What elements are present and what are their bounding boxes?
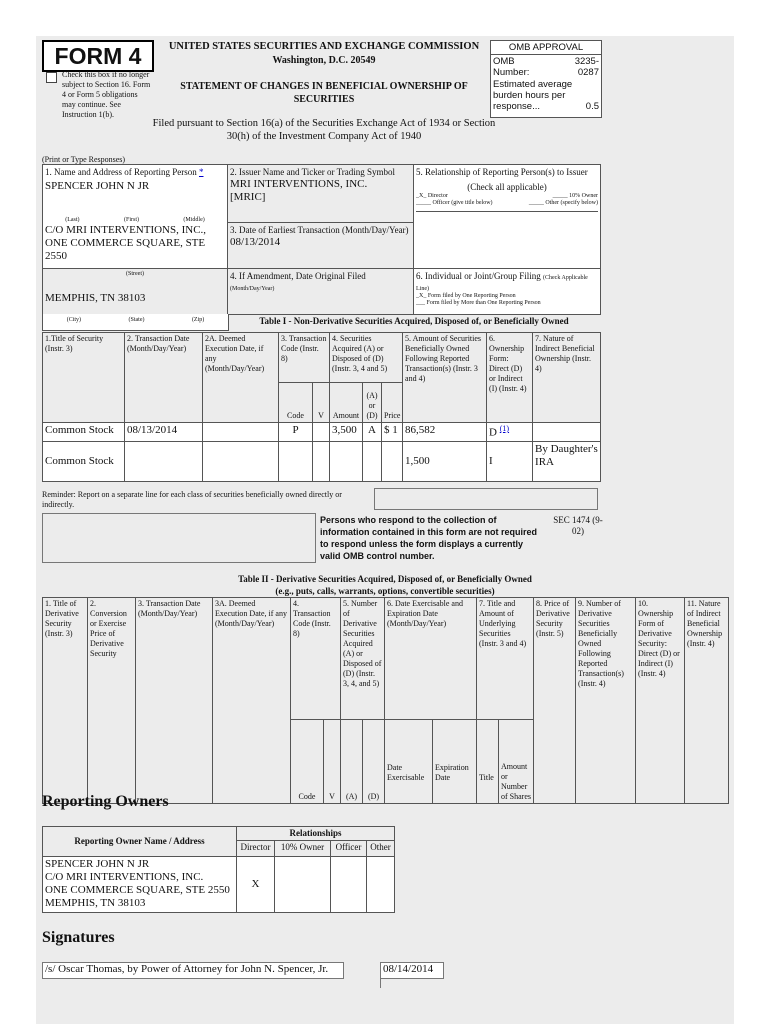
owner-name-address: SPENCER JOHN N JR C/O MRI INTERVENTIONS, INC. ONE COMMERCE SQUARE, STE 2550 MEMPHIS, TN 38103 — [43, 857, 237, 913]
signature-divider — [380, 978, 381, 988]
reminder-text: Reminder: Report on a separate line for each class of securities beneficially owned directly or indirectly. — [42, 490, 342, 509]
t2-col-owned: 9. Number of Derivative Securities Beneficially Owned Following Reported Transaction(s) (Instr. 4) — [576, 598, 636, 804]
officer-mark — [331, 857, 367, 913]
t1-col-code: 3. Transaction Code (Instr. 8) — [279, 333, 330, 383]
city-label: (City) — [66, 317, 82, 323]
t2-col-number: 5. Number of Derivative Securities Acquired (A) or Disposed of (D) (Instr. 3, 4, and 5) — [341, 598, 385, 720]
t1-col-date: 2. Transaction Date (Month/Day/Year) — [125, 333, 203, 423]
t2-sub-date-exercisable: Date Exercisable — [385, 720, 433, 804]
ten-pct-header: 10% Owner — [275, 841, 331, 857]
statement-title: STATEMENT OF CHANGES IN BENEFICIAL OWNERSHIP OF SECURITIES — [180, 81, 468, 105]
state-label: (State) — [128, 317, 145, 323]
one-person-option: _X_ Form filed by One Reporting Person — [416, 293, 516, 299]
street-label: (Street) — [126, 271, 144, 277]
footnote-link[interactable]: * — [198, 167, 204, 177]
commission-name: UNITED STATES SECURITIES AND EXCHANGE COMMISSION — [168, 41, 480, 52]
ten-pct-option: _____ 10% Owner — [552, 193, 598, 199]
omb-burden-label: Estimated average burden hours per response... — [493, 79, 573, 112]
reporting-person-address: C/O MRI INTERVENTIONS, INC., ONE COMMERCE SQUARE, STE 2550 — [45, 224, 207, 262]
row1-amount: 3,500 — [330, 423, 363, 442]
row1-aord: A — [363, 423, 382, 442]
reporting-info-grid — [42, 164, 601, 315]
box1-reporting-person: 1. Name and Address of Reporting Person * SPENCER JOHN N JR (Last) (First) (Middle) C/O MRI INTERVENTIONS, INC., ONE COMMERCE SQUARE, STE 2550 — [43, 165, 228, 269]
persons-notice: Persons who respond to the collection of information contained in this form are not required to respond unless the form displays a currently valid OMB control number. — [320, 515, 538, 561]
box2-issuer: 2. Issuer Name and Ticker or Trading Symbol MRI INTERVENTIONS, INC. [MRIC] — [228, 165, 414, 223]
t1-sub-code: Code — [279, 383, 313, 423]
t2-col-exercisable: 6. Date Exercisable and Expiration Date (Month/Day/Year) — [385, 598, 477, 720]
row1-form: D $^{(1)}$ — [487, 423, 533, 442]
officer-option: _____ Officer (give title below) — [416, 200, 493, 206]
more-persons-option: ___ Form filed by More than One Reporting Person — [416, 300, 541, 306]
director-mark: X — [237, 857, 275, 913]
table2-title: Table II - Derivative Securities Acquired, Disposed of, or Beneficially Owned — [238, 574, 532, 584]
row1-owned: 86,582 — [403, 423, 487, 442]
omb-number-label: OMB Number: — [493, 56, 530, 78]
t2-sub-a: (A) — [341, 720, 363, 804]
reporting-owners-table — [42, 826, 395, 913]
row2-owned: 1,500 — [403, 441, 487, 481]
row2-aord — [363, 441, 382, 481]
ten-pct-mark — [275, 857, 331, 913]
row1-deemed — [203, 423, 279, 442]
row2-deemed — [203, 441, 279, 481]
row1-v — [313, 423, 330, 442]
box1-city — [43, 269, 228, 315]
table2-subtitle: (e.g., puts, calls, warrants, options, convertible securities) — [275, 586, 495, 596]
box5-relationship: 5. Relationship of Reporting Person(s) to Issuer (Check all applicable) _X_ Director _____ 10% Owner _____ Officer (give title below) _____ Other (specify below) — [414, 165, 601, 269]
table-row — [43, 441, 601, 481]
t2-col-price: 8. Price of Derivative Security (Instr. 5) — [534, 598, 576, 804]
reminder-box — [374, 488, 598, 510]
footnote-1-link[interactable]: (1) — [499, 424, 510, 433]
omb-title: OMB APPROVAL — [491, 41, 601, 55]
other-header: Other — [367, 841, 395, 857]
row2-form: I — [487, 441, 533, 481]
row2-v — [313, 441, 330, 481]
t2-col-form: 10. Ownership Form of Derivative Security: Direct (D) or Indirect (I) (Instr. 4) — [636, 598, 685, 804]
other-option: _____ Other (specify below) — [528, 200, 598, 206]
t1-col-title: 1.Title of Security (Instr. 3) — [43, 333, 125, 423]
t1-sub-price: Price — [382, 383, 403, 423]
t2-col-nature: 11. Nature of Indirect Beneficial Ownership (Instr. 4) — [685, 598, 729, 804]
row2-title: Common Stock — [43, 441, 125, 481]
omb-approval-box — [490, 40, 602, 118]
t2-sub-code: Code — [291, 720, 324, 804]
blank-notice-box — [42, 513, 316, 563]
earliest-transaction-date: 08/13/2014 — [230, 236, 281, 248]
issuer-ticker: [MRIC] — [230, 191, 266, 203]
row1-nature — [533, 423, 601, 442]
t2-col-conversion: 2. Conversion or Exercise Price of Derivative Security — [88, 598, 136, 804]
relationships-header: Relationships — [237, 827, 395, 841]
form-title: FORM 4 — [42, 40, 154, 72]
t2-col-deemed: 3A. Deemed Execution Date, if any (Month/Day/Year) — [213, 598, 291, 804]
omb-burden-value: 0.5 — [585, 101, 599, 112]
last-label: (Last) — [65, 217, 80, 223]
row1-price: $ 1 — [382, 423, 403, 442]
signature-name: /s/ Oscar Thomas, by Power of Attorney for John N. Spencer, Jr. — [42, 962, 344, 979]
t1-col-ownership-form: 6. Ownership Form: Direct (D) or Indirect (I) (Instr. 4) — [487, 333, 533, 423]
print-type-note: (Print or Type Responses) — [42, 155, 126, 164]
director-option: _X_ Director — [416, 193, 448, 199]
t2-col-code: 4. Transaction Code (Instr. 8) — [291, 598, 341, 720]
box6-filing: 6. Individual or Joint/Group Filing (Check Applicable Line) _X_ Form filed by One Reporting Person ___ Form filed by More than One Reporting Person — [414, 269, 601, 315]
filed-pursuant: Filed pursuant to Section 16(a) of the Securities Exchange Act of 1934 or Section 30(h) of the Investment Company Act of 1940 — [152, 118, 496, 142]
t1-sub-aord: (A) or (D) — [363, 383, 382, 423]
reporting-person-name: SPENCER JOHN N JR — [45, 180, 150, 192]
issuer-name: MRI INTERVENTIONS, INC. — [230, 178, 368, 190]
no-longer-subject-checkbox[interactable] — [46, 72, 57, 83]
omb-number-value: 3235-0287 — [574, 56, 599, 78]
table1-title: Table I - Non-Derivative Securities Acquired, Disposed of, or Beneficially Owned — [259, 316, 569, 326]
signature-date: 08/14/2014 — [380, 962, 444, 979]
form-page — [36, 36, 734, 1024]
box4-amendment: 4. If Amendment, Date Original Filed (Month/Day/Year) — [228, 269, 414, 315]
middle-label: (Middle) — [183, 217, 205, 223]
row2-amount — [330, 441, 363, 481]
row1-title: Common Stock — [43, 423, 125, 442]
table-row — [43, 423, 601, 442]
t2-col-underlying: 7. Title and Amount of Underlying Securities (Instr. 3 and 4) — [477, 598, 534, 720]
row2-date — [125, 441, 203, 481]
t1-col-nature: 7. Nature of Indirect Beneficial Ownership (Instr. 4) — [533, 333, 601, 423]
other-mark — [367, 857, 395, 913]
box3-earliest-date: 3. Date of Earliest Transaction (Month/Day/Year) 08/13/2014 — [228, 223, 414, 269]
table1-non-derivative — [42, 332, 601, 482]
row2-price — [382, 441, 403, 481]
t1-sub-amount: Amount — [330, 383, 363, 423]
sec-form-number: SEC 1474 (9-02) — [553, 515, 603, 536]
owner-name-header: Reporting Owner Name / Address — [43, 827, 237, 857]
row2-code — [279, 441, 313, 481]
officer-header: Officer — [331, 841, 367, 857]
check-all-applicable: (Check all applicable) — [467, 182, 547, 192]
row2-nature: By Daughter's IRA — [533, 441, 601, 481]
t1-col-amount-owned: 5. Amount of Securities Beneficially Owned Following Reported Transaction(s) (Instr. 3 and 4) — [403, 333, 487, 423]
table-row — [43, 857, 395, 913]
signatures-heading: Signatures — [42, 929, 115, 946]
t1-col-deemed: 2A. Deemed Execution Date, if any (Month/Day/Year) — [203, 333, 279, 423]
filing-check-label: (Check Applicable Line) — [416, 275, 588, 292]
t2-col-title: 1. Title of Derivative Security (Instr. 3) — [43, 598, 88, 804]
commission-location: Washington, D.C. 20549 — [272, 55, 376, 66]
city-state-zip-row — [42, 314, 229, 331]
t2-sub-v: V — [324, 720, 341, 804]
t2-sub-expiration: Expiration Date — [433, 720, 477, 804]
t1-col-securities: 4. Securities Acquired (A) or Disposed of (D) (Instr. 3, 4 and 5) — [330, 333, 403, 383]
t2-sub-title: Title — [477, 720, 499, 804]
t2-sub-d: (D) — [363, 720, 385, 804]
director-header: Director — [237, 841, 275, 857]
amendment-sublabel: (Month/Day/Year) — [230, 286, 275, 292]
row1-date: 08/13/2014 — [125, 423, 203, 442]
t2-col-date: 3. Transaction Date (Month/Day/Year) — [136, 598, 213, 804]
table2-derivative — [42, 597, 729, 804]
first-label: (First) — [123, 217, 139, 223]
checkbox-label: Check this box if no longer subject to Section 16. Form 4 or Form 5 obligations may continue. See Instruction 1(b). — [62, 70, 151, 119]
row1-code: P — [279, 423, 313, 442]
reporting-person-city: MEMPHIS, TN 38103 — [45, 292, 146, 304]
t2-sub-amount: Amount or Number of Shares — [499, 720, 534, 804]
t1-sub-v: V — [313, 383, 330, 423]
reporting-owners-heading: Reporting Owners — [42, 793, 169, 810]
zip-label: (Zip) — [191, 317, 205, 323]
